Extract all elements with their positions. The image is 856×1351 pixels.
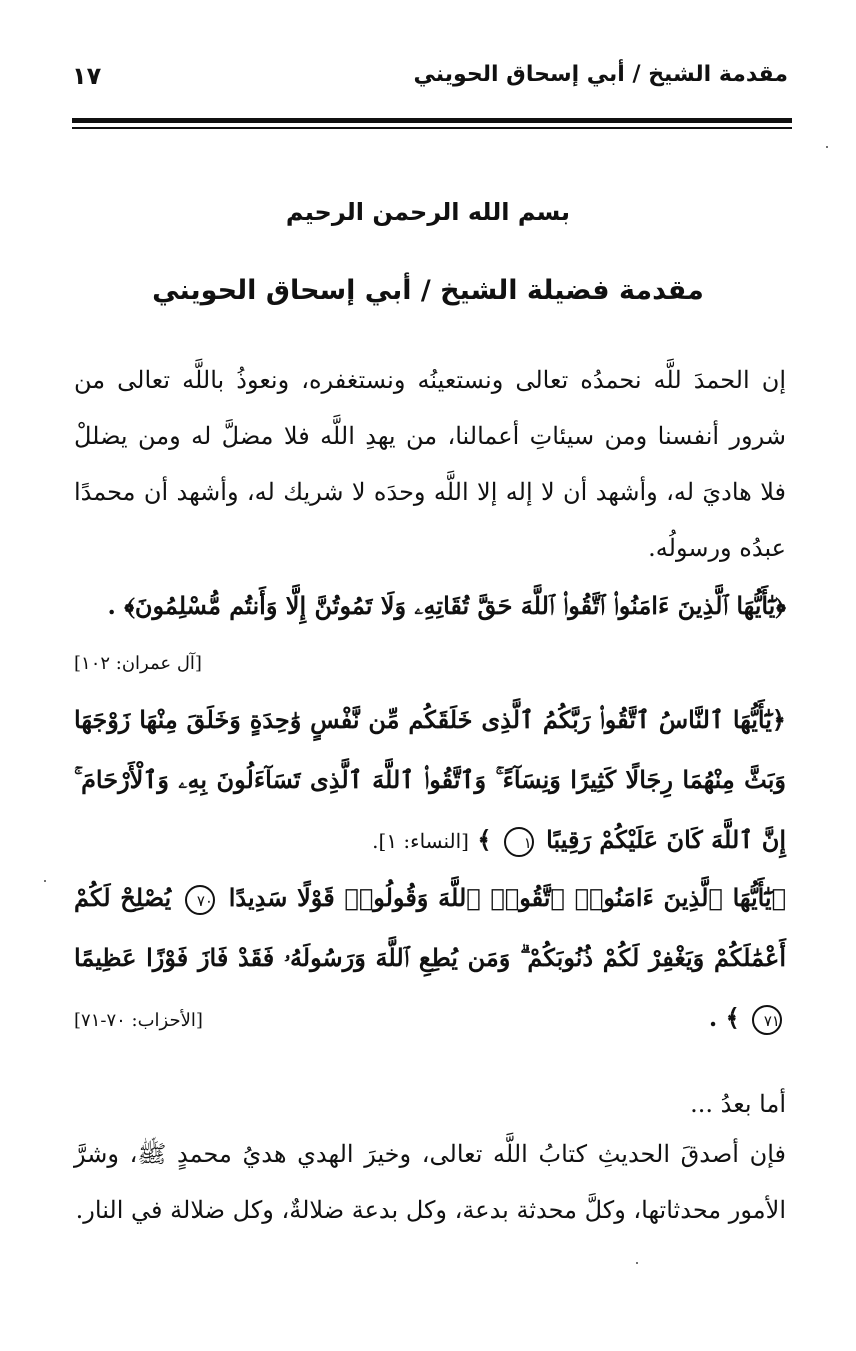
header-rule-thick: [72, 118, 792, 123]
final-paragraph: فإن أصدقَ الحديثِ كتابُ اللَّه تعالى، وخيرَ الهدي هديُ محمدٍ ﷺ، وشرَّ الأمور محدثاتها، وكلَّ محدثة بدعة، وكل بدعة ضلالةٌ، وكل ضلالة في النار.: [74, 1140, 786, 1224]
scan-speck: [826, 146, 828, 148]
page-number: ١٧: [72, 62, 102, 90]
ayah-number-marker: ٧١: [752, 1005, 782, 1035]
scan-speck: [636, 1262, 638, 1264]
verse-text: ﴿يَٰٓأَيُّهَا ٱلَّذِينَ ءَامَنُوا۟ ٱتَّقُوا۟ ٱللَّهَ حَقَّ تُقَاتِهِۦ وَلَا تَمُوتُنَّ إِلَّا وَأَنتُم مُّسْلِمُونَ﴾ .: [107, 591, 786, 620]
verse-closing-bracket: ﴾ .: [708, 1003, 740, 1032]
header-rule-thin: [72, 127, 792, 129]
basmala: بسم الله الرحمن الرحيم: [285, 198, 571, 226]
ayah-number-marker: ١: [504, 827, 534, 857]
verse-reference: [آل عمران: ١٠٢]: [74, 653, 202, 674]
page-heading: مقدمة فضيلة الشيخ / أبي إسحاق الحويني: [152, 275, 704, 306]
running-title: مقدمة الشيخ / أبي إسحاق الحويني: [413, 62, 788, 87]
verse-an-nisa: [74, 690, 786, 871]
scan-speck: [44, 880, 46, 882]
verse-closing-bracket: ﴾: [477, 825, 492, 854]
verse-text-part2: يُصْلِحْ لَكُمْ أَعْمَٰلَكُمْ وَيَغْفِرْ لَكُمْ ذُنُوبَكُمْ ۗ وَمَن يُطِعِ ٱللَّهَ وَرَسُولَهُۥ فَقَدْ فَازَ فَوْزًا عَظِيمًا: [74, 883, 786, 972]
verse-reference: [النساء: ١].: [372, 829, 469, 853]
running-header: [72, 62, 788, 102]
intro-paragraph: إن الحمدَ للَّه نحمدُه تعالى ونستعينُه ونستغفره، ونعوذُ باللَّه تعالى من شرور أنفسنا ومن سيئاتِ أعمالنا، من يهدِ اللَّه فلا مضلَّ له ومن يضللْ فلا هاديَ له، وأشهد أن لا إله إلا اللَّه وحدَه لا شريك له، وأشهد أن محمدًا عبدُه ورسولُه.: [74, 366, 786, 562]
verse-reference: [الأحزاب: ٧٠-٧١]: [74, 1010, 203, 1031]
verse-text: ﴿يَٰٓأَيُّهَا ٱلنَّاسُ ٱتَّقُوا۟ رَبَّكُمُ ٱلَّذِى خَلَقَكُم مِّن نَّفْسٍ وَٰحِدَةٍ وَخَلَقَ مِنْهَا زَوْجَهَا وَبَثَّ مِنْهُمَا رِجَالًا كَثِيرًا وَنِسَآءً ۚ وَٱتَّقُوا۟ ٱللَّهَ ٱلَّذِى تَسَآءَلُونَ بِهِۦ وَٱلْأَرْحَامَ ۚ إِنَّ ٱللَّهَ كَانَ عَلَيْكُمْ رَقِيبًا: [74, 705, 786, 854]
verse-text-part1: ﴿يَٰٓأَيُّهَا ٱلَّذِينَ ءَامَنُوا۟ ٱتَّقُوا۟ ٱللَّهَ وَقُولُوا۟ قَوْلًا سَدِيدًا: [228, 883, 787, 912]
ayah-number-marker: ٧٠: [185, 885, 215, 915]
amma-baad: أما بعدُ ...: [690, 1090, 786, 1118]
verse-al-imran: [74, 576, 786, 636]
